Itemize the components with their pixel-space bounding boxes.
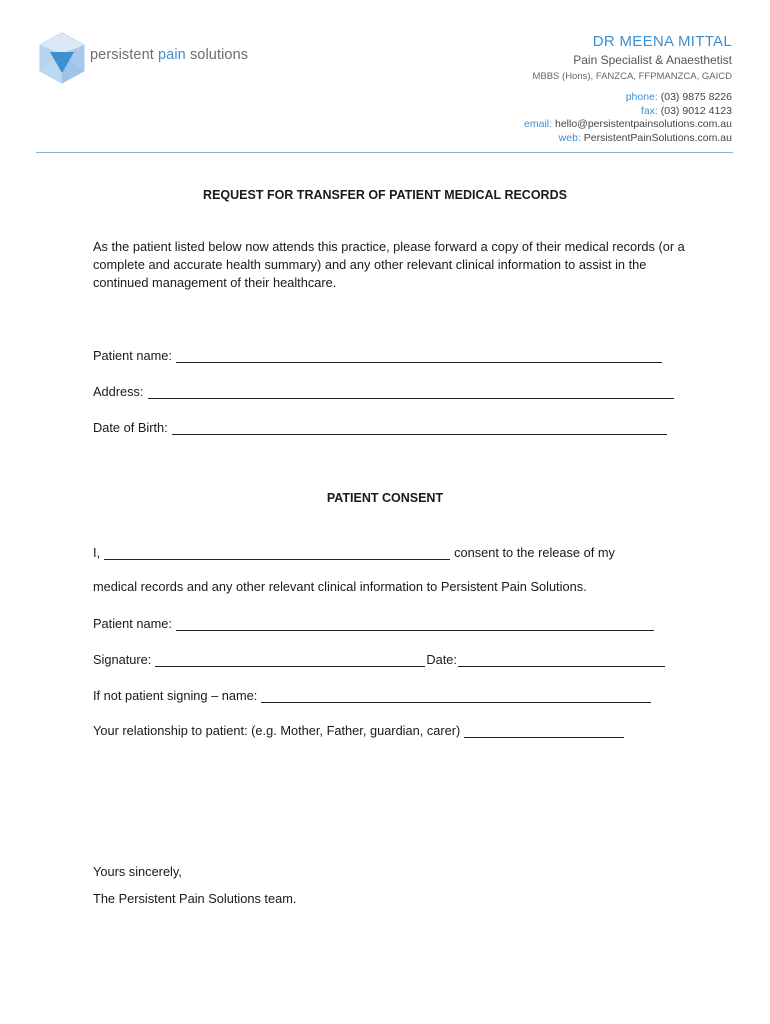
consent-patient-name-label: Patient name: [93, 616, 172, 631]
header-divider [36, 152, 733, 153]
not-signing-row [93, 685, 651, 703]
signature-date-row [93, 649, 665, 667]
dob-label: Date of Birth: [93, 420, 168, 435]
contact-fax: fax: (03) 9012 4123 [640, 104, 732, 117]
address-row [93, 381, 674, 399]
consent-patient-name-row [93, 613, 654, 631]
contact-details [524, 91, 732, 145]
intro-paragraph: As the patient listed below now attends this practice, please forward a copy of their medical records (or a complete and accurate health summary) and any other relevant clinical information to assist in the continued management of their healthcare. [93, 239, 685, 291]
contact-email: email: hello@persistentpainsolutions.com.au [524, 118, 732, 130]
closing-salutation: Yours sincerely, [93, 864, 182, 879]
patient-name-label: Patient name: [93, 348, 172, 363]
consent-line-2: medical records and any other relevant clinical information to Persistent Pain Solutions. [93, 579, 587, 594]
consent-row [93, 542, 615, 560]
practice-logo-icon [36, 32, 88, 84]
signature-label: Signature: [93, 652, 152, 667]
consent-name-field[interactable] [104, 545, 450, 560]
address-label: Address: [93, 384, 144, 399]
consent-patient-name-field[interactable] [176, 616, 654, 631]
doctor-name: DR MEENA MITTAL [592, 33, 732, 50]
date-label: Date: [426, 652, 457, 667]
consent-title: PATIENT CONSENT [326, 491, 444, 505]
relationship-label: Your relationship to patient: (e.g. Mother, Father, guardian, carer) [93, 723, 461, 738]
consent-tail: consent to the release of my [454, 545, 615, 560]
contact-phone: phone: (03) 9875 8226 [625, 91, 732, 103]
relationship-row [93, 720, 624, 738]
closing-signoff: The Persistent Pain Solutions team. [93, 891, 297, 906]
dob-row [93, 417, 667, 435]
patient-name-row [93, 345, 662, 363]
signature-field[interactable] [155, 652, 425, 667]
address-field[interactable] [148, 384, 674, 399]
contact-web: web: PersistentPainSolutions.com.au [558, 131, 732, 144]
brand-name: persistent pain solutions [90, 47, 249, 63]
patient-name-field[interactable] [176, 348, 662, 363]
doctor-qualifications: MBBS (Hons), FANZCA, FFPMANZCA, GAICD [532, 71, 732, 82]
consent-i-label: I, [93, 545, 101, 560]
dob-field[interactable] [172, 420, 667, 435]
relationship-field[interactable] [464, 723, 624, 738]
not-signing-name-field[interactable] [261, 688, 651, 703]
doctor-title: Pain Specialist & Anaesthetist [573, 53, 732, 67]
form-title: REQUEST FOR TRANSFER OF PATIENT MEDICAL RECORDS [203, 188, 567, 202]
date-field[interactable] [458, 652, 665, 667]
not-signing-label: If not patient signing – name: [93, 688, 258, 703]
